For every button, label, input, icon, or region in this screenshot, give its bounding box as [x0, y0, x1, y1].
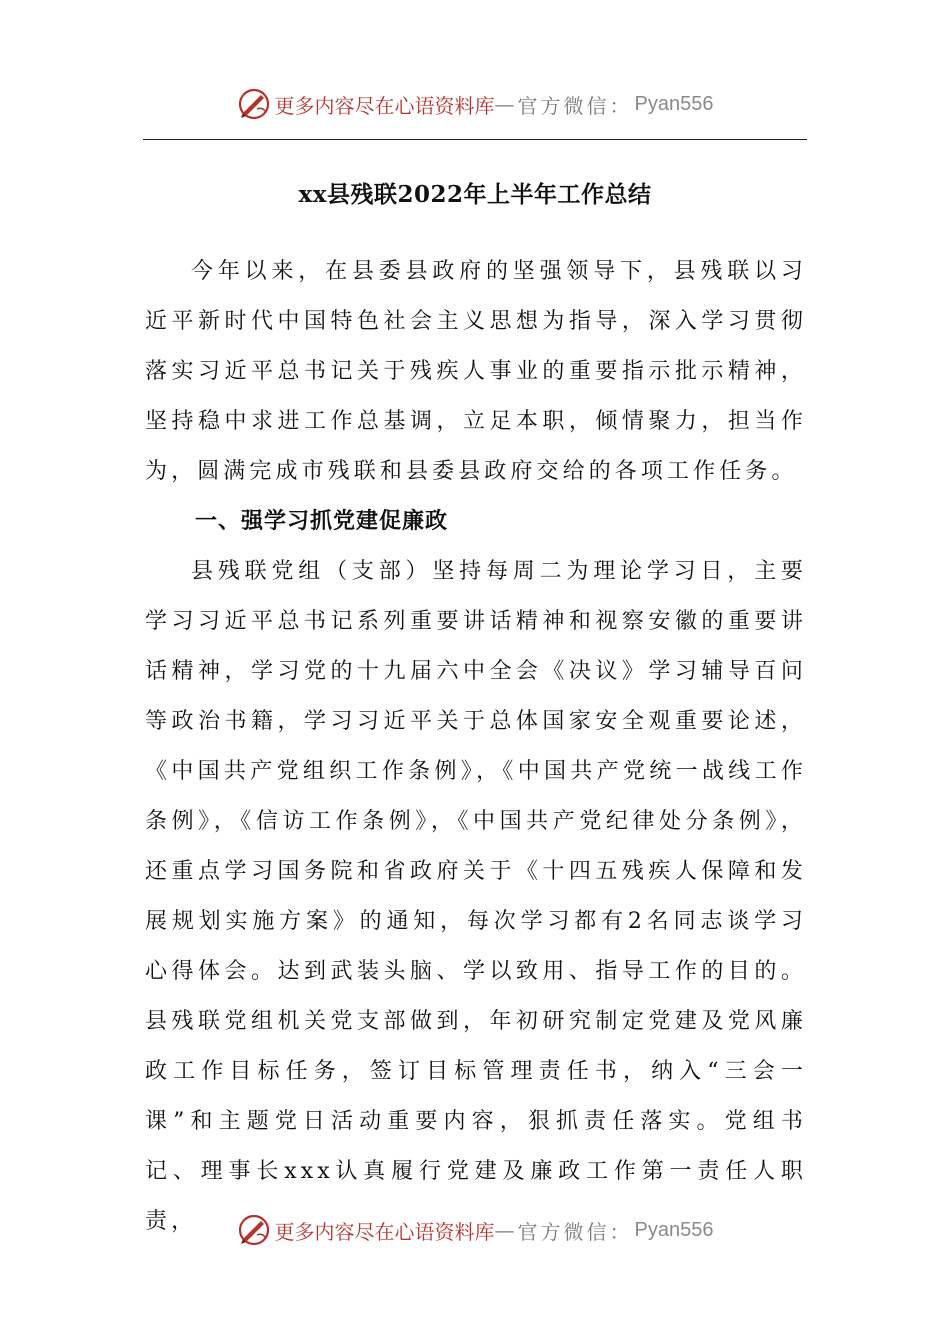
- header-divider: [143, 139, 807, 140]
- header-watermark: [0, 84, 950, 124]
- watermark-site-text: 更多内容尽在心语资料库: [274, 93, 495, 118]
- pen-circle-logo-icon: [237, 1213, 271, 1247]
- section-1-paragraph: 县残联党组（支部）坚持每周二为理论学习日，主要学习习近平总书记系列重要讲话精神和视察安徽的重要讲话精神，学习党的十九届六中全会《决议》学习辅导百问等政治书籍，学习习近平关于总体国家安全观重要论述，《中国共产党组织工作条例》，《中国共产党统一战线工作条例》，《信访工作条例》，《中国共产党纪律处分条例》，还重点学习国务院和省政府关于《十四五残疾人保障和发展规划实施方案》的通知，每次学习都有2名同志谈学习心得体会。达到武装头脑、学以致用、指导工作的目的。县残联党组机关党支部做到，年初研究制定党建及党风廉政工作目标任务，签订目标管理责任书，纳入“三会一课”和主题党日活动重要内容，狠抓责任落实。党组书记、理事长xxx认真履行党建及廉政工作第一责任人职责，: [145, 559, 807, 1234]
- watermark-wechat-id: Pyan556: [634, 92, 714, 115]
- watermark-wechat-label: 官方微信：: [517, 1219, 633, 1244]
- watermark-wechat-label: 官方微信：: [517, 93, 633, 118]
- section-1-heading: 一、强学习抓党建促廉政: [195, 509, 449, 534]
- watermark-dash: —: [494, 1218, 518, 1242]
- document-title: xx县残联2022年上半年工作总结: [298, 181, 652, 208]
- watermark-site-text: 更多内容尽在心语资料库: [274, 1219, 495, 1244]
- footer-watermark: [0, 1210, 950, 1250]
- intro-paragraph: 今年以来，在县委县政府的坚强领导下，县残联以习近平新时代中国特色社会主义思想为指导，深入学习贯彻落实习近平总书记关于残疾人事业的重要指示批示精神，坚持稳中求进工作总基调，立足本职，倾情聚力，担当作为，圆满完成市残联和县委县政府交给的各项工作任务。: [145, 259, 807, 484]
- document-body: [145, 247, 807, 1247]
- pen-circle-logo-icon: [237, 87, 271, 121]
- watermark-wechat-id: Pyan556: [634, 1218, 714, 1241]
- watermark-dash: —: [494, 92, 518, 116]
